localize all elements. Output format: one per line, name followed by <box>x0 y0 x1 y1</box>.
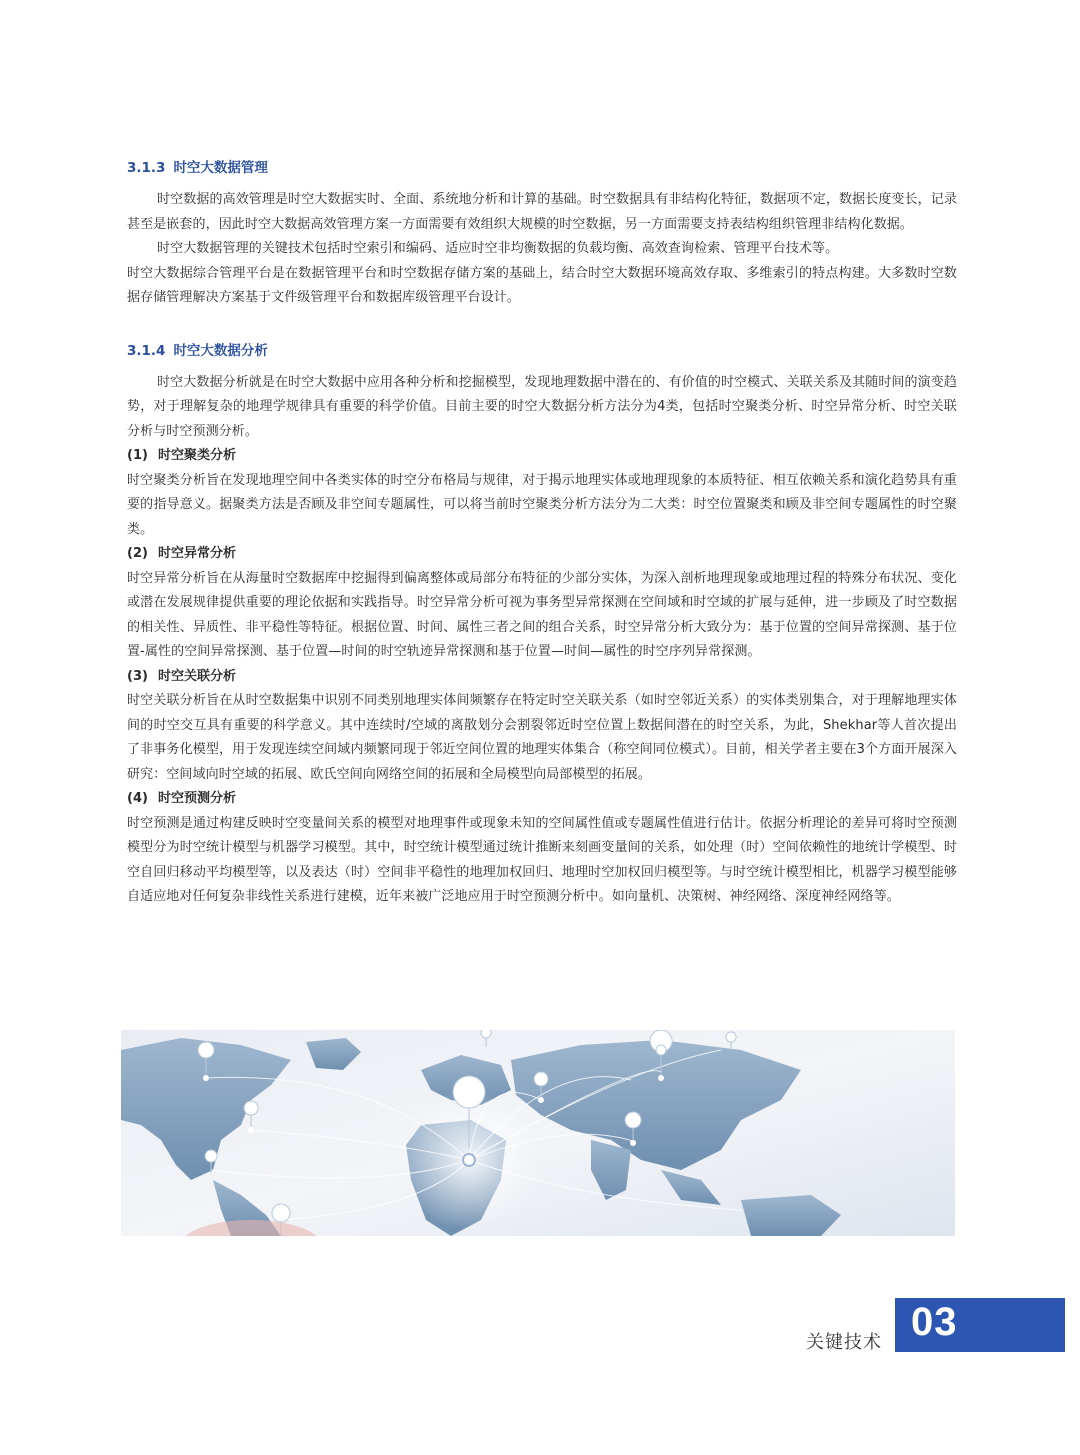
section-number: 3.1.3 <box>127 160 166 176</box>
world-map-image <box>121 1030 955 1236</box>
paragraph: 时空大数据综合管理平台是在数据管理平台和时空数据存储方案的基础上，结合时空大数据环境高效存取、多维索引的特点构建。大多数时空数据存储管理解决方案基于文件级管理平台和数据库级管理平台设计。 <box>127 265 957 305</box>
subheading: (3) 时空关联分析 <box>127 668 236 684</box>
paragraph: 时空数据的高效管理是时空大数据实时、全面、系统地分析和计算的基础。时空数据具有非结构化特征，数据项不定，数据长度变长，记录甚至是嵌套的，因此时空大数据高效管理方案一方面需要有效组织大规模的时空数据，另一方面需要支持表结构组织管理非结构化数据。 <box>127 192 957 232</box>
paragraph: 时空预测是通过构建反映时空变量间关系的模型对地理事件或现象未知的空间属性值或专题属性值进行估计。依据分析理论的差异可将时空预测模型分为时空统计模型与机器学习模型。其中，时空统计模型通过统计推断来刻画变量间的关系，如处理（时）空间依赖性的地统计学模型、时空自回归移动平均模型等，以及表达（时）空间非平稳性的地理加权回归、地理时空加权回归模型等。与时空统计模型相比，机器学习模型能够自适应地对任何复杂非线性关系进行建模，近年来被广泛地应用于时空预测分析中。如向量机、决策树、神经网络、深度神经网络等。 <box>127 815 957 904</box>
paragraph: 时空异常分析旨在从海量时空数据库中挖掘得到偏离整体或局部分布特征的少部分实体，为深入剖析地理现象或地理过程的特殊分布状况、变化或潜在发展规律提供重要的理论依据和实践指导。时空异常分析可视为事务型异常探测在空间域和时空域的扩展与延伸，进一步顾及了时空数据的相关性、异质性、非平稳性等特征。根据位置、时间、属性三者之间的组合关系，时空异常分析大致分为：基于位置的空间异常探测、基于位置-属性的空间异常探测、基于位置—时间的时空轨迹异常探测和基于位置—时间—属性的时空序列异常探测。 <box>127 570 957 659</box>
paragraph: 时空大数据分析就是在时空大数据中应用各种分析和挖掘模型，发现地理数据中潜在的、有价值的时空模式、关联关系及其随时间的演变趋势，对于理解复杂的地理学规律具有重要的科学价值。目前主要的时空大数据分析方法分为4类，包括时空聚类分析、时空异常分析、时空关联分析与时空预测分析。 <box>127 374 957 439</box>
subheading: (2) 时空异常分析 <box>127 546 236 561</box>
main-content <box>127 158 957 910</box>
chapter-number-badge <box>895 1298 1065 1352</box>
paragraph: 时空聚类分析旨在发现地理空间中各类实体的时空分布格局与规律，对于揭示地理实体或地理现象的本质特征、相互依赖关系和演化趋势具有重要的指导意义。据聚类方法是否顾及非空间专题属性，可以将当前时空聚类分析方法分为二大类：时空位置聚类和顾及非空间专题属性的时空聚类。 <box>127 472 957 537</box>
subheading: (1) 时空聚类分析 <box>127 448 236 463</box>
subheading: (4) 时空预测分析 <box>127 791 236 806</box>
footer-section-label: 关键技术 <box>806 1332 882 1353</box>
section-heading-3-1-3 <box>127 158 957 178</box>
paragraph: 时空大数据管理的关键技术包括时空索引和编码、适应时空非均衡数据的负载均衡、高效查询检索、管理平台技术等。 <box>157 241 839 256</box>
paragraph: 时空关联分析旨在从时空数据集中识别不同类别地理实体间频繁存在特定时空关联关系（如时空邻近关系）的实体类别集合，对于理解地理实体间的时空交互具有重要的科学意义。其中连续时/空域的离散划分会割裂邻近时空位置上数据间潜在的时空关系，为此，Shekhar等人首次提出了非事务化模型，用于发现连续空间域内频繁同现于邻近空间位置的地理实体集合（称空间同位模式）。目前，相关学者主要在3个方面开展深入研究：空间域向时空域的拓展、欧氏空间向网络空间的拓展和全局模型向局部模型的拓展。 <box>127 693 957 782</box>
world-map-pins-icon <box>121 1030 955 1236</box>
chapter-number: 03 <box>911 1300 958 1344</box>
section-number: 3.1.4 <box>127 342 166 359</box>
section-title: 时空大数据管理 <box>173 160 268 176</box>
section-heading-3-1-4 <box>127 341 957 361</box>
section-title: 时空大数据分析 <box>173 342 268 359</box>
